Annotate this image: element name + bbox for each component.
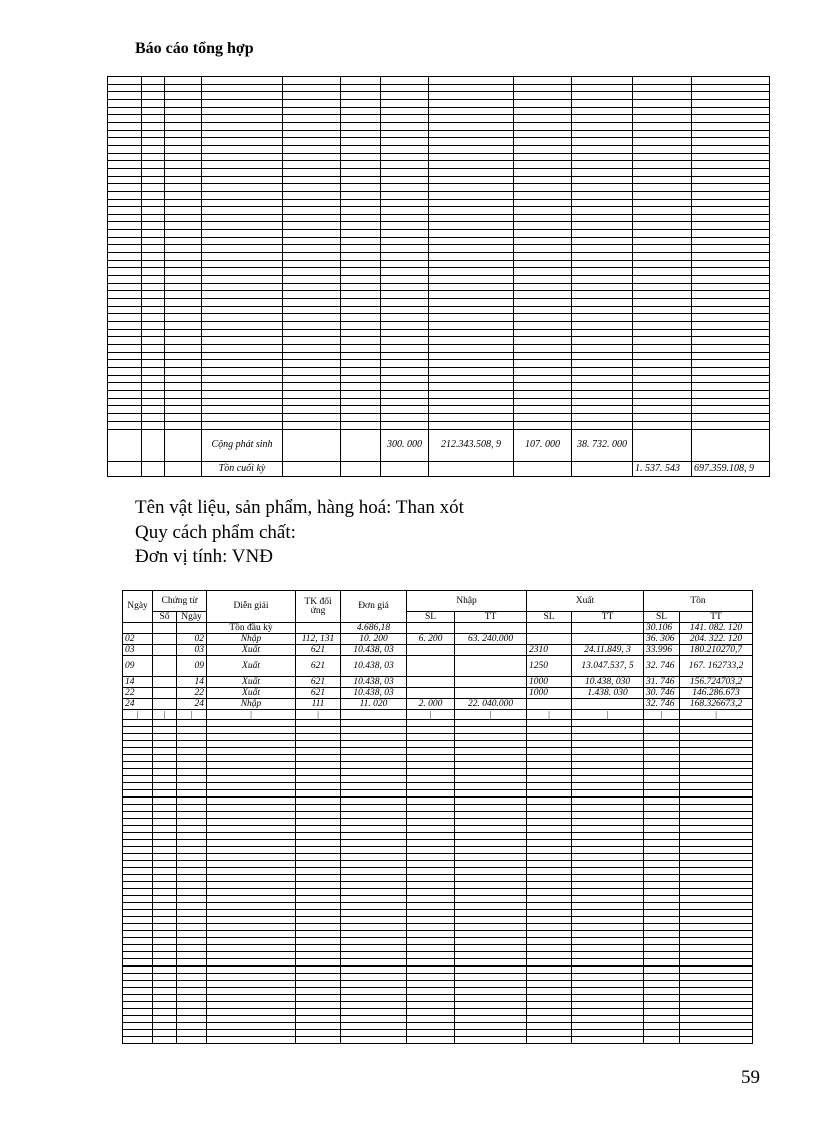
xuat-tt-total: 38. 732. 000 xyxy=(572,429,633,461)
blank-ledger-row xyxy=(108,77,770,85)
row-so xyxy=(153,645,177,656)
row-nhap-sl xyxy=(407,688,455,699)
row-xuat-sl xyxy=(527,699,572,710)
blank-card-row xyxy=(123,812,753,819)
blank-ledger-row xyxy=(108,168,770,176)
row-tk: 621 xyxy=(296,688,341,699)
blank-ledger-row xyxy=(108,421,770,429)
blank-ledger-row xyxy=(108,337,770,345)
row-ngay: 02 xyxy=(123,634,153,645)
row-so xyxy=(153,688,177,699)
blank-card-row xyxy=(123,1023,753,1030)
blank-card-row xyxy=(123,952,753,959)
nhap-sl-total: 300. 000 xyxy=(381,429,429,461)
blank-card-row xyxy=(123,910,753,917)
row-xuat-tt: 13.047.537, 5 xyxy=(572,656,644,677)
opening-balance-row xyxy=(123,623,753,634)
header-ton-tt: TT xyxy=(680,612,753,623)
blank-ledger-row xyxy=(108,245,770,253)
header-xuat-sl: SL xyxy=(527,612,572,623)
blank-card-row xyxy=(123,805,753,812)
blank-card-row xyxy=(123,889,753,896)
row-nhap-tt: 22. 040.000 xyxy=(455,699,527,710)
row-ton-tt: 146.286.673 xyxy=(680,688,753,699)
blank-card-row xyxy=(123,995,753,1002)
blank-card-row xyxy=(123,924,753,931)
row-so xyxy=(153,656,177,677)
row-ngay-ct: 09 xyxy=(177,656,207,677)
tick-mark: | xyxy=(296,710,341,720)
blank-card-row xyxy=(123,896,753,903)
blank-ledger-row xyxy=(108,115,770,123)
blank-ledger-row xyxy=(108,322,770,330)
blank-ledger-row xyxy=(108,99,770,107)
blank-card-row xyxy=(123,833,753,840)
row-ngay: 09 xyxy=(123,656,153,677)
quality-spec: Quy cách phẩm chất: xyxy=(135,522,296,543)
row-ngay-ct: 02 xyxy=(177,634,207,645)
card-row xyxy=(123,656,753,677)
blank-ledger-row xyxy=(108,145,770,153)
blank-card-row xyxy=(123,945,753,952)
blank-card-row xyxy=(123,819,753,826)
header-ton: Tồn xyxy=(644,591,753,612)
row-xuat-tt: 10.438, 030 xyxy=(572,677,644,688)
row-ngay: 22 xyxy=(123,688,153,699)
blank-card-row xyxy=(123,974,753,981)
blank-card-row xyxy=(123,727,753,734)
tick-mark: | xyxy=(680,710,753,720)
row-ton-tt: 168.326673,2 xyxy=(680,699,753,710)
tick-mark: | xyxy=(123,710,153,720)
blank-ledger-row xyxy=(108,138,770,146)
summary-ledger xyxy=(107,76,769,477)
row-ton-tt: 156.724703,2 xyxy=(680,677,753,688)
blank-card-row xyxy=(123,790,753,798)
material-name: Tên vật liệu, sản phẩm, hàng hoá: Than xót xyxy=(135,497,464,518)
card-row xyxy=(123,677,753,688)
blank-ledger-row xyxy=(108,390,770,398)
row-nhap-sl: 2. 000 xyxy=(407,699,455,710)
blank-card-row xyxy=(123,938,753,945)
card-row xyxy=(123,645,753,656)
unit-of-measure: Đơn vị tính: VNĐ xyxy=(135,546,273,567)
opening-label: Tồn đầu kỳ xyxy=(207,623,296,634)
blank-card-row xyxy=(123,762,753,769)
blank-ledger-row xyxy=(108,360,770,368)
blank-ledger-row xyxy=(108,344,770,352)
blank-card-row xyxy=(123,966,753,974)
row-nhap-sl xyxy=(407,656,455,677)
row-xuat-sl: 2310 xyxy=(527,645,572,656)
header-nhap-sl: SL xyxy=(407,612,455,623)
tick-mark: | xyxy=(527,710,572,720)
blank-ledger-row xyxy=(108,375,770,383)
blank-card-row xyxy=(123,861,753,868)
row-nhap-sl: 6. 200 xyxy=(407,634,455,645)
row-ngay: 24 xyxy=(123,699,153,710)
blank-ledger-row xyxy=(108,130,770,138)
row-xuat-tt: 24.11.849, 3 xyxy=(572,645,644,656)
header-ngay: Ngày xyxy=(123,591,153,623)
row-so xyxy=(153,699,177,710)
blank-card-row xyxy=(123,882,753,889)
blank-card-row xyxy=(123,1009,753,1016)
row-ngay-ct: 14 xyxy=(177,677,207,688)
row-tk: 621 xyxy=(296,645,341,656)
row-xuat-sl: 1000 xyxy=(527,677,572,688)
blank-ledger-row xyxy=(108,199,770,207)
blank-card-row xyxy=(123,931,753,938)
row-xuat-sl xyxy=(527,634,572,645)
blank-ledger-row xyxy=(108,230,770,238)
blank-card-row xyxy=(123,776,753,783)
card-row xyxy=(123,688,753,699)
tick-mark: | xyxy=(572,710,644,720)
blank-ledger-row xyxy=(108,237,770,245)
row-tk: 112, 131 xyxy=(296,634,341,645)
tick-mark: | xyxy=(455,710,527,720)
blank-card-row xyxy=(123,840,753,847)
blank-ledger-row xyxy=(108,161,770,169)
blank-ledger-row xyxy=(108,222,770,230)
opening-ton-sl: 30.106 xyxy=(644,623,680,634)
blank-ledger-row xyxy=(108,260,770,268)
blank-card-row xyxy=(123,868,753,875)
row-nhap-tt: 63. 240.000 xyxy=(455,634,527,645)
ton-cuoi-ky-label: Tồn cuối kỳ xyxy=(202,461,283,476)
blank-ledger-row xyxy=(108,207,770,215)
tick-mark: | xyxy=(407,710,455,720)
tick-mark: | xyxy=(644,710,680,720)
row-nhap-sl xyxy=(407,677,455,688)
blank-card-row xyxy=(123,988,753,995)
row-tk: 111 xyxy=(296,699,341,710)
row-don-gia: 10.438, 03 xyxy=(341,645,407,656)
nhap-tt-total: 212.343.508, 9 xyxy=(429,429,514,461)
row-dien-giai: Nhập xyxy=(207,634,296,645)
xuat-sl-total: 107. 000 xyxy=(514,429,572,461)
page-title: Báo cáo tổng hợp xyxy=(135,40,254,57)
row-xuat-sl: 1000 xyxy=(527,688,572,699)
tick-mark: | xyxy=(207,710,296,720)
row-don-gia: 10.438, 03 xyxy=(341,656,407,677)
row-ton-tt: 167. 162733,2 xyxy=(680,656,753,677)
blank-ledger-row xyxy=(108,176,770,184)
blank-card-row xyxy=(123,1037,753,1044)
card-row xyxy=(123,634,753,645)
blank-card-row xyxy=(123,797,753,805)
row-xuat-tt: 1.438. 030 xyxy=(572,688,644,699)
row-ton-sl: 33.996 xyxy=(644,645,680,656)
blank-card-row xyxy=(123,783,753,790)
blank-card-row xyxy=(123,826,753,833)
opening-don-gia: 4.686,18 xyxy=(341,623,407,634)
row-dien-giai: Xuất xyxy=(207,645,296,656)
blank-ledger-row xyxy=(108,329,770,337)
row-don-gia: 10.438, 03 xyxy=(341,688,407,699)
page-number: 59 xyxy=(741,1067,760,1088)
row-ton-tt: 204. 322. 120 xyxy=(680,634,753,645)
blank-ledger-row xyxy=(108,406,770,414)
blank-card-row xyxy=(123,1030,753,1037)
blank-card-row xyxy=(123,748,753,755)
tick-row xyxy=(123,710,753,720)
blank-card-row xyxy=(123,755,753,762)
blank-ledger-row xyxy=(108,153,770,161)
ton-sl-end: 1. 537. 543 xyxy=(633,461,692,476)
row-dien-giai: Nhập xyxy=(207,699,296,710)
blank-ledger-row xyxy=(108,184,770,192)
blank-card-row xyxy=(123,1002,753,1009)
header-ngay-ct: Ngày xyxy=(177,612,207,623)
row-tk: 621 xyxy=(296,677,341,688)
blank-card-row xyxy=(123,847,753,854)
header-xuat-tt: TT xyxy=(572,612,644,623)
blank-card-row xyxy=(123,854,753,861)
blank-card-row xyxy=(123,720,753,727)
blank-card-row xyxy=(123,734,753,741)
row-ngay-ct: 24 xyxy=(177,699,207,710)
row-ngay: 03 xyxy=(123,645,153,656)
blank-card-row xyxy=(123,1016,753,1023)
header-chung-tu: Chứng từ xyxy=(153,591,207,612)
row-ton-sl: 32. 746 xyxy=(644,656,680,677)
row-nhap-tt xyxy=(455,656,527,677)
opening-ton-tt: 141. 082. 120 xyxy=(680,623,753,634)
row-ton-sl: 36. 306 xyxy=(644,634,680,645)
row-don-gia: 10.438, 03 xyxy=(341,677,407,688)
header-nhap-tt: TT xyxy=(455,612,527,623)
card-row xyxy=(123,699,753,710)
blank-card-row xyxy=(123,959,753,967)
blank-ledger-row xyxy=(108,276,770,284)
cong-phat-sinh-label: Cộng phát sinh xyxy=(202,429,283,461)
row-ton-tt: 180.210270,7 xyxy=(680,645,753,656)
header-row-1 xyxy=(123,591,753,612)
row-nhap-tt xyxy=(455,645,527,656)
inventory-card xyxy=(122,590,752,1044)
row-ton-sl: 31. 746 xyxy=(644,677,680,688)
cong-phat-sinh-row xyxy=(108,429,770,461)
blank-ledger-row xyxy=(108,383,770,391)
header-dien-giai: Diễn giải xyxy=(207,591,296,623)
ton-cuoi-ky-row xyxy=(108,461,770,476)
header-xuat: Xuất xyxy=(527,591,644,612)
row-dien-giai: Xuất xyxy=(207,656,296,677)
row-ton-sl: 32. 746 xyxy=(644,699,680,710)
blank-ledger-row xyxy=(108,84,770,92)
blank-ledger-row xyxy=(108,314,770,322)
blank-card-row xyxy=(123,981,753,988)
row-nhap-tt xyxy=(455,688,527,699)
row-so xyxy=(153,677,177,688)
row-dien-giai: Xuất xyxy=(207,677,296,688)
tick-mark: | xyxy=(153,710,177,720)
blank-card-row xyxy=(123,903,753,910)
blank-card-row xyxy=(123,917,753,924)
header-ton-sl: SL xyxy=(644,612,680,623)
blank-ledger-row xyxy=(108,352,770,360)
blank-ledger-row xyxy=(108,299,770,307)
ton-tt-end: 697.359.108, 9 xyxy=(692,461,770,476)
blank-ledger-row xyxy=(108,214,770,222)
header-tk-doi-ung: TK đối ứng xyxy=(296,591,341,623)
blank-card-row xyxy=(123,875,753,882)
row-so xyxy=(153,634,177,645)
blank-card-row xyxy=(123,741,753,748)
blank-card-row xyxy=(123,769,753,776)
blank-ledger-row xyxy=(108,191,770,199)
header-don-gia: Đơn giá xyxy=(341,591,407,623)
row-don-gia: 10. 200 xyxy=(341,634,407,645)
row-ngay-ct: 22 xyxy=(177,688,207,699)
row-xuat-tt xyxy=(572,634,644,645)
blank-ledger-row xyxy=(108,122,770,130)
row-ngay: 14 xyxy=(123,677,153,688)
blank-ledger-row xyxy=(108,283,770,291)
tick-mark: | xyxy=(177,710,207,720)
blank-ledger-row xyxy=(108,398,770,406)
row-dien-giai: Xuất xyxy=(207,688,296,699)
blank-ledger-row xyxy=(108,92,770,100)
row-nhap-tt xyxy=(455,677,527,688)
blank-ledger-row xyxy=(108,107,770,115)
blank-ledger-row xyxy=(108,367,770,375)
row-xuat-sl: 1250 xyxy=(527,656,572,677)
row-don-gia: 11. 020 xyxy=(341,699,407,710)
row-ngay-ct: 03 xyxy=(177,645,207,656)
blank-ledger-row xyxy=(108,253,770,261)
row-nhap-sl xyxy=(407,645,455,656)
row-tk: 621 xyxy=(296,656,341,677)
blank-ledger-row xyxy=(108,268,770,276)
blank-ledger-row xyxy=(108,291,770,299)
blank-ledger-row xyxy=(108,306,770,314)
row-xuat-tt xyxy=(572,699,644,710)
blank-ledger-row xyxy=(108,413,770,421)
header-nhap: Nhập xyxy=(407,591,527,612)
row-ton-sl: 30. 746 xyxy=(644,688,680,699)
header-so: Số xyxy=(153,612,177,623)
